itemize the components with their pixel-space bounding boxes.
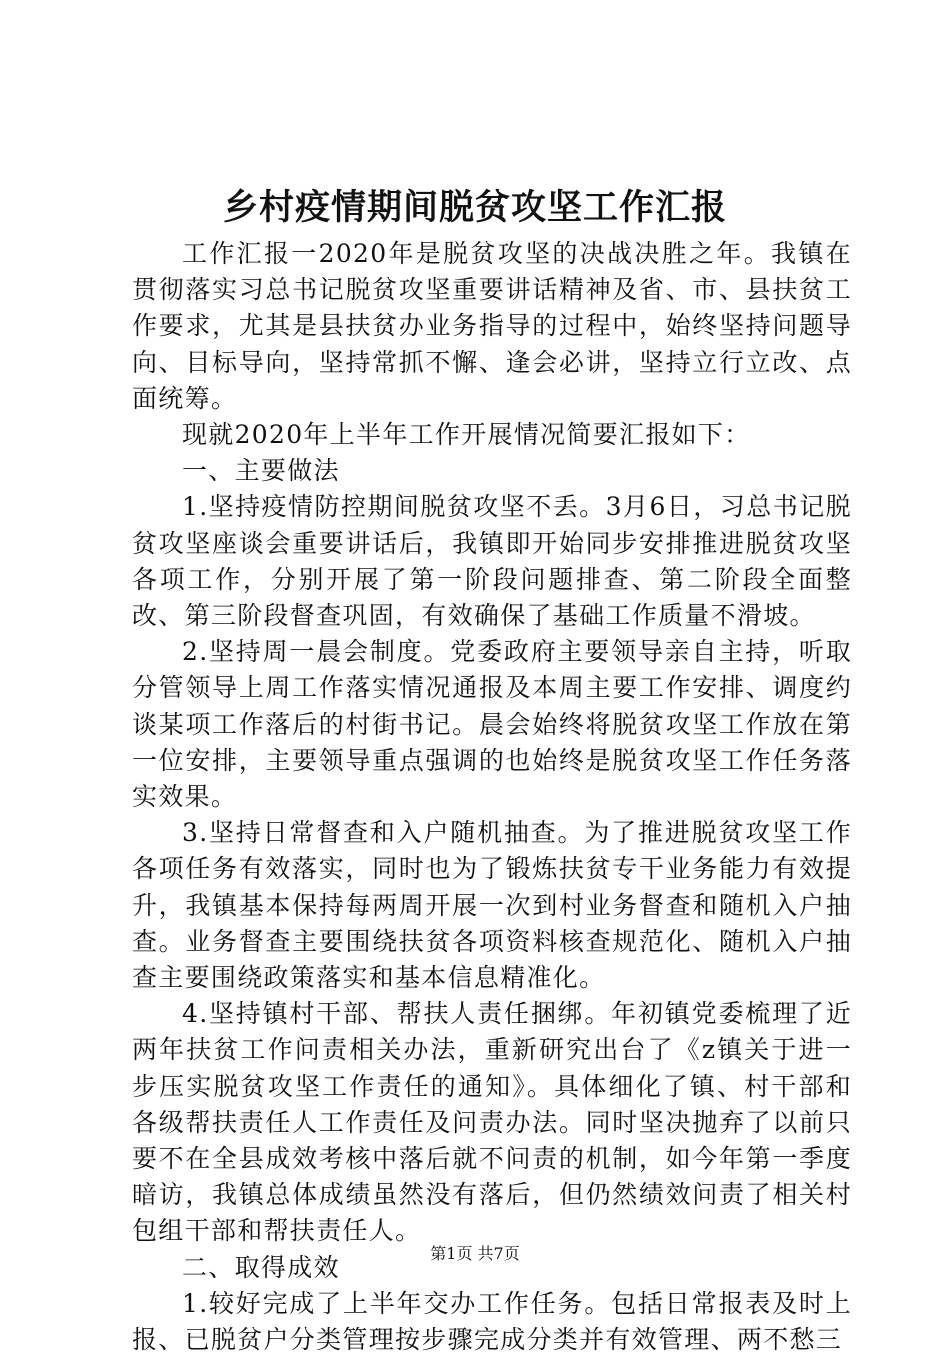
document-title: 乡村疫情期间脱贫攻坚工作汇报	[222, 187, 727, 228]
document-body	[132, 236, 852, 1358]
paragraph-item-4: 4.坚持镇村干部、帮扶人责任捆绑。年初镇党委梳理了近两年扶贫工作问责相关办法，重新研究出台了《z镇关于进一步压实脱贫攻坚工作责任的通知》。具体细化了镇、村干部和各级帮扶责任人工作责任及问责办法。同时坚决抛弃了以前只要不在全县成效考核中落后就不问责的机制，如今年第一季度暗访，我镇总体成绩虽然没有落后，但仍然绩效问责了相关村包组干部和帮扶责任人。	[132, 999, 852, 1246]
paragraph-result-1: 1.较好完成了上半年交办工作任务。包括日常报表及时上报、已脱贫户分类管理按步骤完成分类并有效管理、两不愁三	[132, 1288, 852, 1355]
paragraph-summary-lead: 现就2020年上半年工作开展情况简要汇报如下：	[182, 420, 751, 450]
paragraph-intro: 工作汇报一2020年是脱贫攻坚的决战决胜之年。我镇在贯彻落实习总书记脱贫攻坚重要讲话精神及省、市、县扶贫工作要求，尤其是县扶贫办业务指导的过程中，始终坚持问题导向、目标导向，坚持常抓不懈、逢会必讲，坚持立行立改、点面统筹。	[132, 239, 852, 413]
paragraph-item-3: 3.坚持日常督查和入户随机抽查。为了推进脱贫攻坚工作各项任务有效落实，同时也为了锻炼扶贫专干业务能力有效提升，我镇基本保持每两周开展一次到村业务督查和随机入户抽查。业务督查主要围绕扶贫各项资料核查规范化、随机入户抽查主要围绕政策落实和基本信息精准化。	[132, 818, 852, 993]
page-footer: 第1页 共7页	[430, 1244, 520, 1263]
section-heading-main-practices: 一、主要做法	[182, 456, 340, 486]
paragraph-item-1: 1.坚持疫情防控期间脱贫攻坚不丢。3月6日，习总书记脱贫攻坚座谈会重要讲话后，我镇即开始同步安排推进脱贫攻坚各项工作，分别开展了第一阶段问题排查、第二阶段全面整改、第三阶段督查巩固，有效确保了基础工作质量不滑坡。	[132, 492, 852, 631]
section-heading-results: 二、取得成效	[182, 1252, 340, 1282]
paragraph-item-2: 2.坚持周一晨会制度。党委政府主要领导亲自主持，听取分管领导上周工作落实情况通报及本周主要工作安排、调度约谈某项工作落后的村街书记。晨会始终将脱贫攻坚工作放在第一位安排，主要领导重点强调的也始终是脱贫攻坚工作任务落实效果。	[132, 637, 852, 812]
